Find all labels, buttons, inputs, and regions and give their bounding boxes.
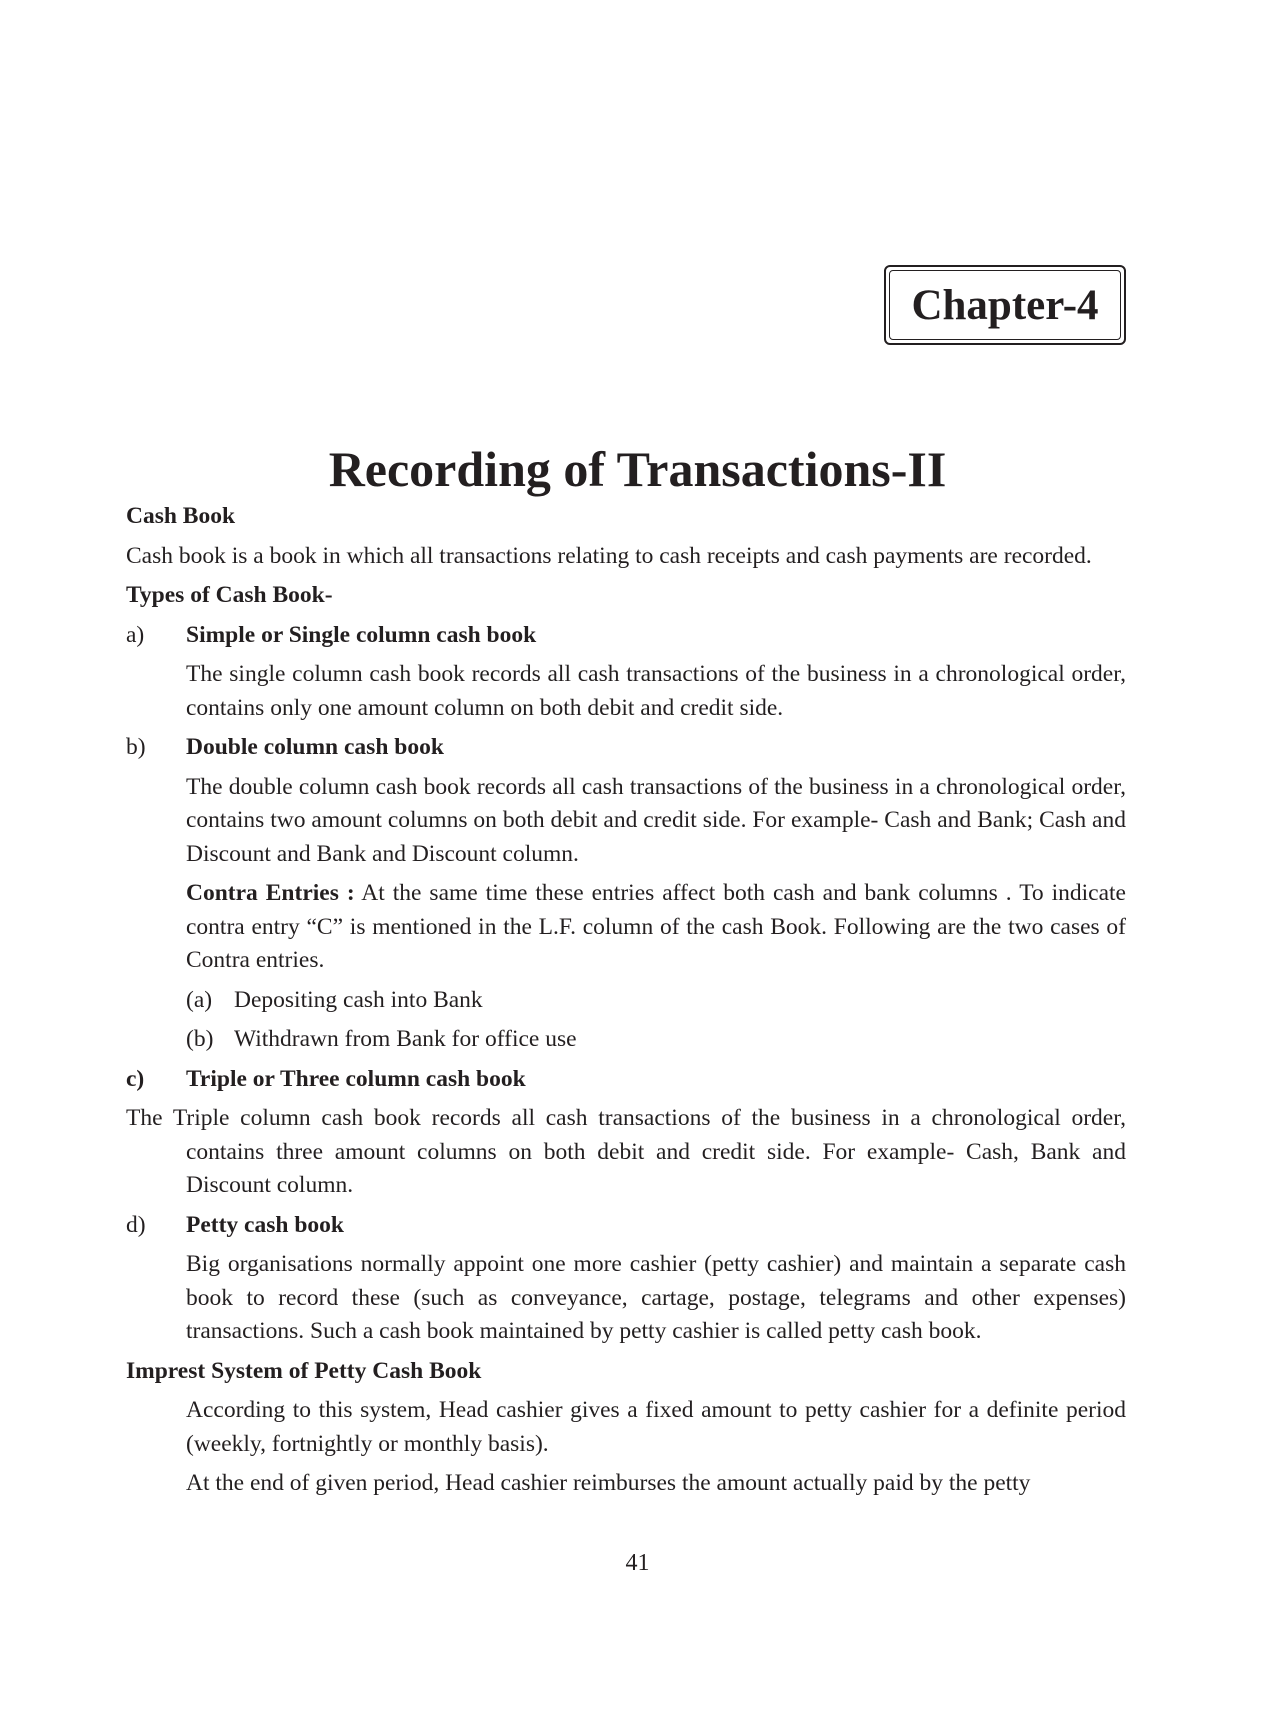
type-b-text: The double column cash book records all cash transactions of the business in a chronological order, contains two amount columns on both debit and credit side. For example- Cash and Bank; Cash and Discount and Bank and Discount column. <box>186 773 1126 867</box>
contra-entries-text: At the same time these entries affect both cash and bank columns . To indicate contra entry “C” is mentioned in the L.F. column of the cash Book. Following are the two cases of Contra entries. <box>186 880 1126 973</box>
cash-book-heading: Cash Book <box>126 503 236 529</box>
type-a-title: Simple or Single column cash book <box>186 621 537 648</box>
contra-case-text: Depositing cash into Bank <box>234 986 483 1013</box>
chapter-label-box <box>884 265 1126 345</box>
list-item <box>186 1023 1126 1057</box>
types-heading: Types of Cash Book- <box>126 582 333 608</box>
type-b-heading <box>126 731 1126 765</box>
type-c-title: Triple or Three column cash book <box>186 1065 526 1092</box>
imprest-paragraph-2: At the end of given period, Head cashier reimburses the amount actually paid by the petty <box>186 1470 1031 1496</box>
type-d-text: Big organisations normally appoint one more cashier (petty cashier) and maintain a separate cash book to record these (such as conveyance, cartage, postage, telegrams and other expenses) transactions. Such a cash book maintained by petty cashier is called petty cash book. <box>186 1251 1126 1344</box>
type-c-text: The Triple column cash book records all cash transactions of the business in a chronological order, contains three amount columns on both debit and credit side. For example- Cash, Bank and Discount column. <box>126 1105 1126 1198</box>
page-number: 41 <box>625 1550 650 1576</box>
list-marker: (a) <box>186 986 213 1013</box>
type-d-heading <box>126 1209 1126 1243</box>
type-a-text: The single column cash book records all cash transactions of the business in a chronological order, contains only one amount column on both debit and credit side. <box>186 661 1126 721</box>
chapter-label: Chapter-4 <box>889 270 1121 340</box>
list-marker: (b) <box>186 1026 214 1052</box>
contra-entries-paragraph <box>186 877 1126 978</box>
chapter-title: Recording of Transactions-II <box>328 440 947 497</box>
type-c-heading <box>126 1063 1126 1097</box>
list-item <box>186 984 1126 1018</box>
list-marker: b) <box>126 734 146 760</box>
contra-case-text: Withdrawn from Bank for office use <box>234 1026 577 1052</box>
chapter-body <box>126 500 1126 1507</box>
imprest-heading: Imprest System of Petty Cash Book <box>126 1357 482 1384</box>
type-b-title: Double column cash book <box>186 734 444 760</box>
list-marker: d) <box>126 1211 146 1238</box>
imprest-paragraph-1: According to this system, Head cashier gives a fixed amount to petty cashier for a definite period (weekly, fortnightly or monthly basis). <box>186 1397 1126 1457</box>
list-marker: a) <box>126 621 145 648</box>
list-marker: c) <box>126 1065 145 1092</box>
contra-entries-label: Contra Entries : <box>186 880 355 906</box>
type-a-heading <box>126 619 1126 653</box>
type-d-title: Petty cash book <box>186 1211 344 1238</box>
cash-book-definition: Cash book is a book in which all transactions relating to cash receipts and cash payments are recorded. <box>126 542 1092 569</box>
